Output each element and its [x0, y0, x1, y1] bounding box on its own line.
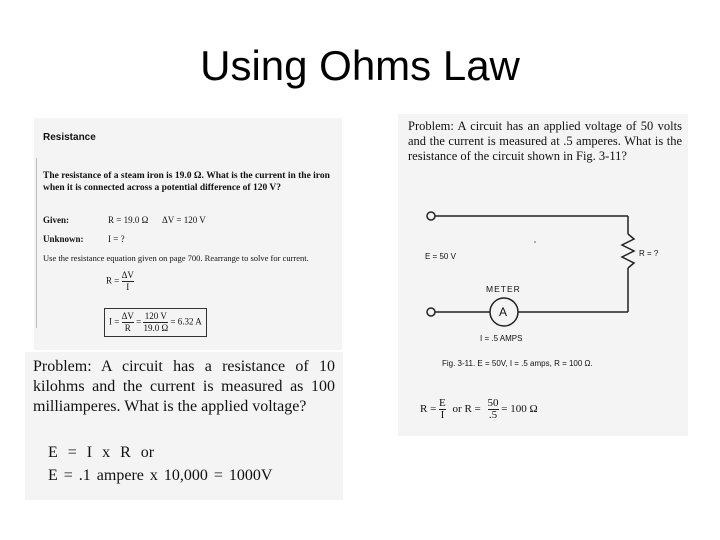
solution-result: = 100 Ω: [501, 403, 538, 416]
voltage-problem-panel: [25, 352, 343, 500]
example-instruction: Use the resistance equation given on page 700. Rearrange to solve for current.: [43, 253, 309, 263]
given-resistance: R = 19.0 Ω: [108, 215, 149, 225]
meter-label: METER: [486, 284, 521, 294]
eq2-denominator-1: R: [124, 323, 131, 333]
voltage-solution-line-2: E = .1 ampere x 10,000 = 1000V: [48, 467, 273, 484]
slide-title: Using Ohms Law: [200, 42, 520, 89]
unknown-value: I = ?: [108, 234, 125, 244]
solution-lhs: R =: [420, 403, 440, 416]
bottom-terminal: [427, 308, 435, 316]
resistance-solution: [420, 398, 538, 421]
resistance-problem-text: Problem: A circuit has an applied voltage of 50 volts and the current is measured at .5 amperes. What is the resistance of the circuit shown in Fig. 3-11?: [408, 119, 682, 163]
current-label: I = .5 AMPS: [480, 334, 523, 343]
eq1-numerator: ΔV: [121, 270, 134, 280]
eq2-fraction-1: [122, 311, 134, 334]
solution-fraction-2: [488, 398, 499, 421]
eq1-lhs: R =: [106, 275, 120, 286]
example-question: The resistance of a steam iron is 19.0 Ω. What is the current in the iron when it is connected across a potential difference of 120 V?: [43, 171, 330, 193]
unknown-label: Unknown:: [43, 234, 84, 244]
solution-or: or R =: [452, 403, 481, 416]
eq2-result: = 6.32 A: [170, 316, 202, 327]
eq2-numerator-1: ΔV: [121, 311, 134, 321]
eq2-equals: =: [136, 316, 142, 327]
eq1-denominator: I: [126, 282, 130, 292]
example-heading: Resistance: [43, 132, 96, 143]
given-voltage: ΔV = 120 V: [162, 215, 206, 225]
resistance-problem-panel: [398, 114, 688, 436]
voltage-problem-text: Problem: A circuit has a resistance of 10 kilohms and the current is measured as 100 milliamperes. What is the applied voltage?: [33, 358, 335, 415]
solution-numerator-1: E: [439, 397, 446, 409]
margin-rule: [36, 158, 37, 328]
eq1-fraction: [122, 270, 134, 293]
solution-denominator-1: I: [440, 409, 445, 421]
resistor-symbol: [622, 234, 634, 268]
resistor-label: R = ?: [639, 249, 659, 258]
solution-fraction-1: [439, 398, 446, 421]
given-label: Given:: [43, 215, 69, 225]
figure-caption: Fig. 3-11. E = 50V, I = .5 amps, R = 100 Ω.: [442, 359, 593, 368]
solution-denominator-2: .5: [488, 409, 498, 421]
eq2-lhs: I =: [109, 316, 120, 327]
current-equation-box: [104, 308, 207, 337]
solution-numerator-2: 50: [487, 397, 499, 409]
circuit-diagram: [398, 184, 688, 354]
eq2-fraction-2: [143, 311, 168, 334]
eq2-denominator-2: 19.0 Ω: [143, 323, 169, 333]
ammeter-symbol: A: [499, 305, 508, 319]
resistance-example-panel: [34, 118, 342, 350]
resistance-equation: [106, 270, 134, 293]
small-dot: [534, 241, 536, 243]
top-terminal: [427, 212, 435, 220]
voltage-solution-line-1: E = I x R or: [48, 444, 155, 461]
voltage-label: E = 50 V: [425, 252, 456, 261]
eq2-numerator-2: 120 V: [144, 311, 167, 321]
